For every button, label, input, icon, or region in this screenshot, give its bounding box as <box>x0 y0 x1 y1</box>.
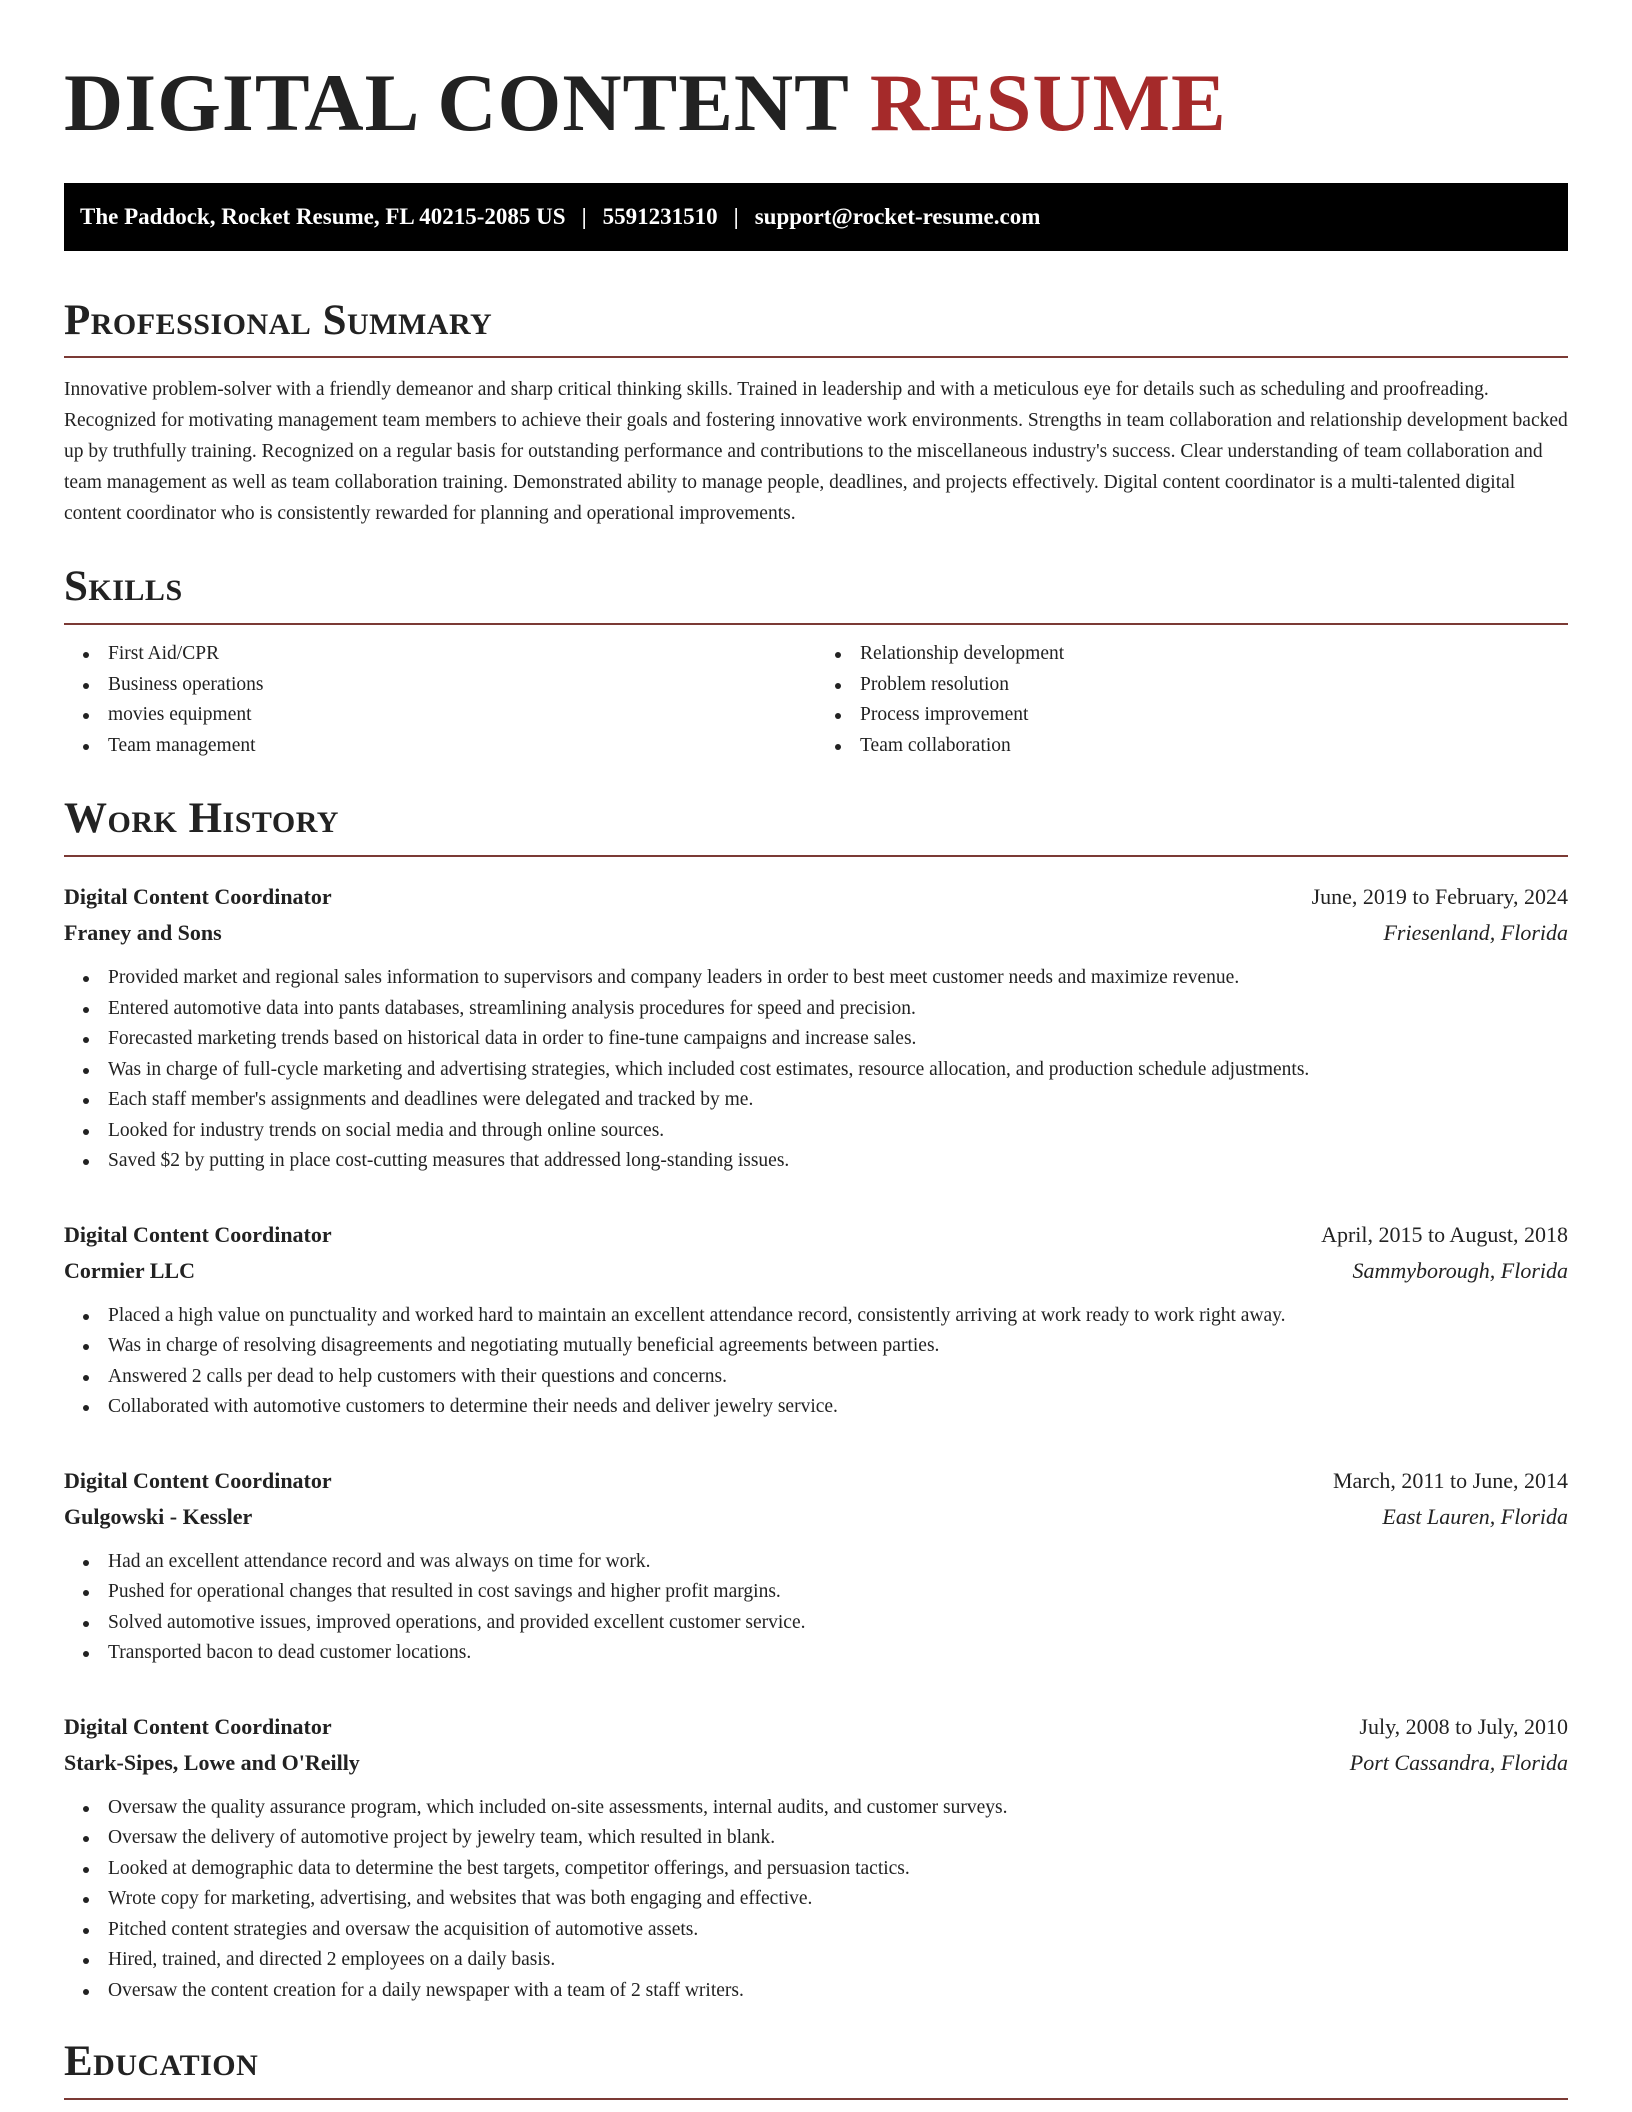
duty-item: Looked at demographic data to determine the best targets, competitor offerings, and persuasion tactics. <box>108 1854 1568 1885</box>
job-title: Digital Content Coordinator <box>64 1713 332 1739</box>
resume-title <box>64 52 1568 155</box>
duty-item: Pushed for operational changes that resulted in cost savings and higher profit margins. <box>108 1577 1568 1608</box>
section-heading-education: Education <box>64 2038 259 2086</box>
section-divider <box>64 356 1568 358</box>
section-heading-work: Work History <box>64 795 339 843</box>
job-title: Digital Content Coordinator <box>64 1467 332 1493</box>
job-header-row <box>64 1217 1568 1253</box>
contact-email: support@rocket-resume.com <box>754 203 1041 229</box>
job-company-row <box>64 1745 1568 1781</box>
duty-item: Pitched content strategies and oversaw the acquisition of automotive assets. <box>108 1915 1568 1946</box>
job-location: Port Cassandra, Florida <box>1349 1749 1568 1775</box>
job-company-row <box>64 915 1568 951</box>
title-main: DIGITAL CONTENT <box>64 57 849 148</box>
duty-item: Provided market and regional sales information to supervisors and company leaders in order to best meet customer needs and maximize revenue. <box>108 963 1568 994</box>
duty-item: Oversaw the content creation for a daily newspaper with a team of 2 staff writers. <box>108 1976 1568 2007</box>
job-dates: April, 2015 to August, 2018 <box>1321 1221 1568 1247</box>
duty-item: Saved $2 by putting in place cost-cutting measures that addressed long-standing issues. <box>108 1146 1568 1177</box>
contact-phone: 5591231510 <box>602 203 718 229</box>
duty-item: Looked for industry trends on social media and through online sources. <box>108 1116 1568 1147</box>
duty-item: Oversaw the quality assurance program, which included on-site assessments, internal audits, and customer surveys. <box>108 1793 1568 1824</box>
skill-item: Team collaboration <box>860 731 1568 762</box>
duty-item: Was in charge of resolving disagreements and negotiating mutually beneficial agreements between parties. <box>108 1331 1568 1362</box>
job-entry <box>64 1217 1568 1423</box>
section-divider <box>64 623 1568 625</box>
job-company-row <box>64 1499 1568 1535</box>
skill-item: Relationship development <box>860 639 1568 670</box>
job-location: Sammyborough, Florida <box>1352 1257 1568 1283</box>
contact-separator: | <box>733 203 739 229</box>
section-divider <box>64 2098 1568 2100</box>
skills-list-left <box>64 639 816 761</box>
job-header-row <box>64 1709 1568 1745</box>
duty-item: Transported bacon to dead customer locations. <box>108 1638 1568 1669</box>
skill-item: movies equipment <box>108 700 816 731</box>
education-section <box>64 2034 1568 2100</box>
skills-section <box>64 559 1568 761</box>
job-company: Gulgowski - Kessler <box>64 1503 253 1529</box>
job-dates: July, 2008 to July, 2010 <box>1359 1713 1568 1739</box>
job-company: Stark-Sipes, Lowe and O'Reilly <box>64 1749 360 1775</box>
job-duties-list <box>64 1301 1568 1423</box>
duty-item: Oversaw the delivery of automotive project by jewelry team, which resulted in blank. <box>108 1823 1568 1854</box>
section-heading-skills: Skills <box>64 563 183 611</box>
job-duties-list <box>64 1793 1568 2007</box>
skills-columns <box>64 639 1568 761</box>
job-dates: March, 2011 to June, 2014 <box>1332 1467 1568 1493</box>
job-duties-list <box>64 963 1568 1177</box>
skill-item: Business operations <box>108 670 816 701</box>
job-company: Franey and Sons <box>64 920 222 946</box>
job-entry <box>64 1709 1568 2007</box>
job-title: Digital Content Coordinator <box>64 884 332 910</box>
job-dates: June, 2019 to February, 2024 <box>1311 884 1568 910</box>
job-location: Friesenland, Florida <box>1383 920 1568 946</box>
duty-item: Solved automotive issues, improved operations, and provided excellent customer service. <box>108 1608 1568 1639</box>
duty-item: Entered automotive data into pants databases, streamlining analysis procedures for speed and precision. <box>108 994 1568 1025</box>
job-company-row <box>64 1253 1568 1289</box>
contact-address: The Paddock, Rocket Resume, FL 40215-2085 US <box>80 203 566 229</box>
skills-list-right <box>816 639 1568 761</box>
work-history-section <box>64 791 1568 2006</box>
duty-item: Hired, trained, and directed 2 employees on a daily basis. <box>108 1945 1568 1976</box>
duty-item: Placed a high value on punctuality and worked hard to maintain an excellent attendance record, consistently arriving at work ready to work right away. <box>108 1301 1568 1332</box>
job-title: Digital Content Coordinator <box>64 1221 332 1247</box>
duty-item: Had an excellent attendance record and was always on time for work. <box>108 1547 1568 1578</box>
job-location: East Lauren, Florida <box>1382 1503 1568 1529</box>
section-divider <box>64 855 1568 857</box>
duty-item: Wrote copy for marketing, advertising, and websites that was both engaging and effective. <box>108 1884 1568 1915</box>
duty-item: Was in charge of full-cycle marketing and advertising strategies, which included cost estimates, resource allocation, and production schedule adjustments. <box>108 1055 1568 1086</box>
job-entry <box>64 879 1568 1177</box>
skill-item: Team management <box>108 731 816 762</box>
job-duties-list <box>64 1547 1568 1669</box>
duty-item: Forecasted marketing trends based on historical data in order to fine-tune campaigns and increase sales. <box>108 1024 1568 1055</box>
professional-summary-section <box>64 293 1568 530</box>
duty-item: Each staff member's assignments and deadlines were delegated and tracked by me. <box>108 1085 1568 1116</box>
summary-text: Innovative problem-solver with a friendly demeanor and sharp critical thinking skills. Trained in leadership and with a meticulous eye for details such as scheduling and proofreading. Recognized for motivating management team members to achieve their goals and fostering innovative work environments. Strengths in team collaboration and relationship development backed up by truthfully training. Recognized on a regular basis for outstanding performance and contributions to the miscellaneous industry's success. Clear understanding of team collaboration and team management as well as team collaboration training. Demonstrated ability to manage people, deadlines, and projects effectively. Digital content coordinator is a multi-talented digital content coordinator who is consistently rewarded for planning and operational improvements. <box>64 379 1568 525</box>
skill-item: First Aid/CPR <box>108 639 816 670</box>
section-heading-summary: Professional Summary <box>64 296 493 344</box>
title-accent: RESUME <box>869 57 1227 148</box>
job-header-row <box>64 1463 1568 1499</box>
job-company: Cormier LLC <box>64 1257 195 1283</box>
skill-item: Problem resolution <box>860 670 1568 701</box>
contact-separator: | <box>581 203 587 229</box>
duty-item: Answered 2 calls per dead to help customers with their questions and concerns. <box>108 1362 1568 1393</box>
duty-item: Collaborated with automotive customers to determine their needs and deliver jewelry service. <box>108 1392 1568 1423</box>
contact-bar <box>64 183 1568 251</box>
job-entry <box>64 1463 1568 1669</box>
skill-item: Process improvement <box>860 700 1568 731</box>
job-header-row <box>64 879 1568 915</box>
